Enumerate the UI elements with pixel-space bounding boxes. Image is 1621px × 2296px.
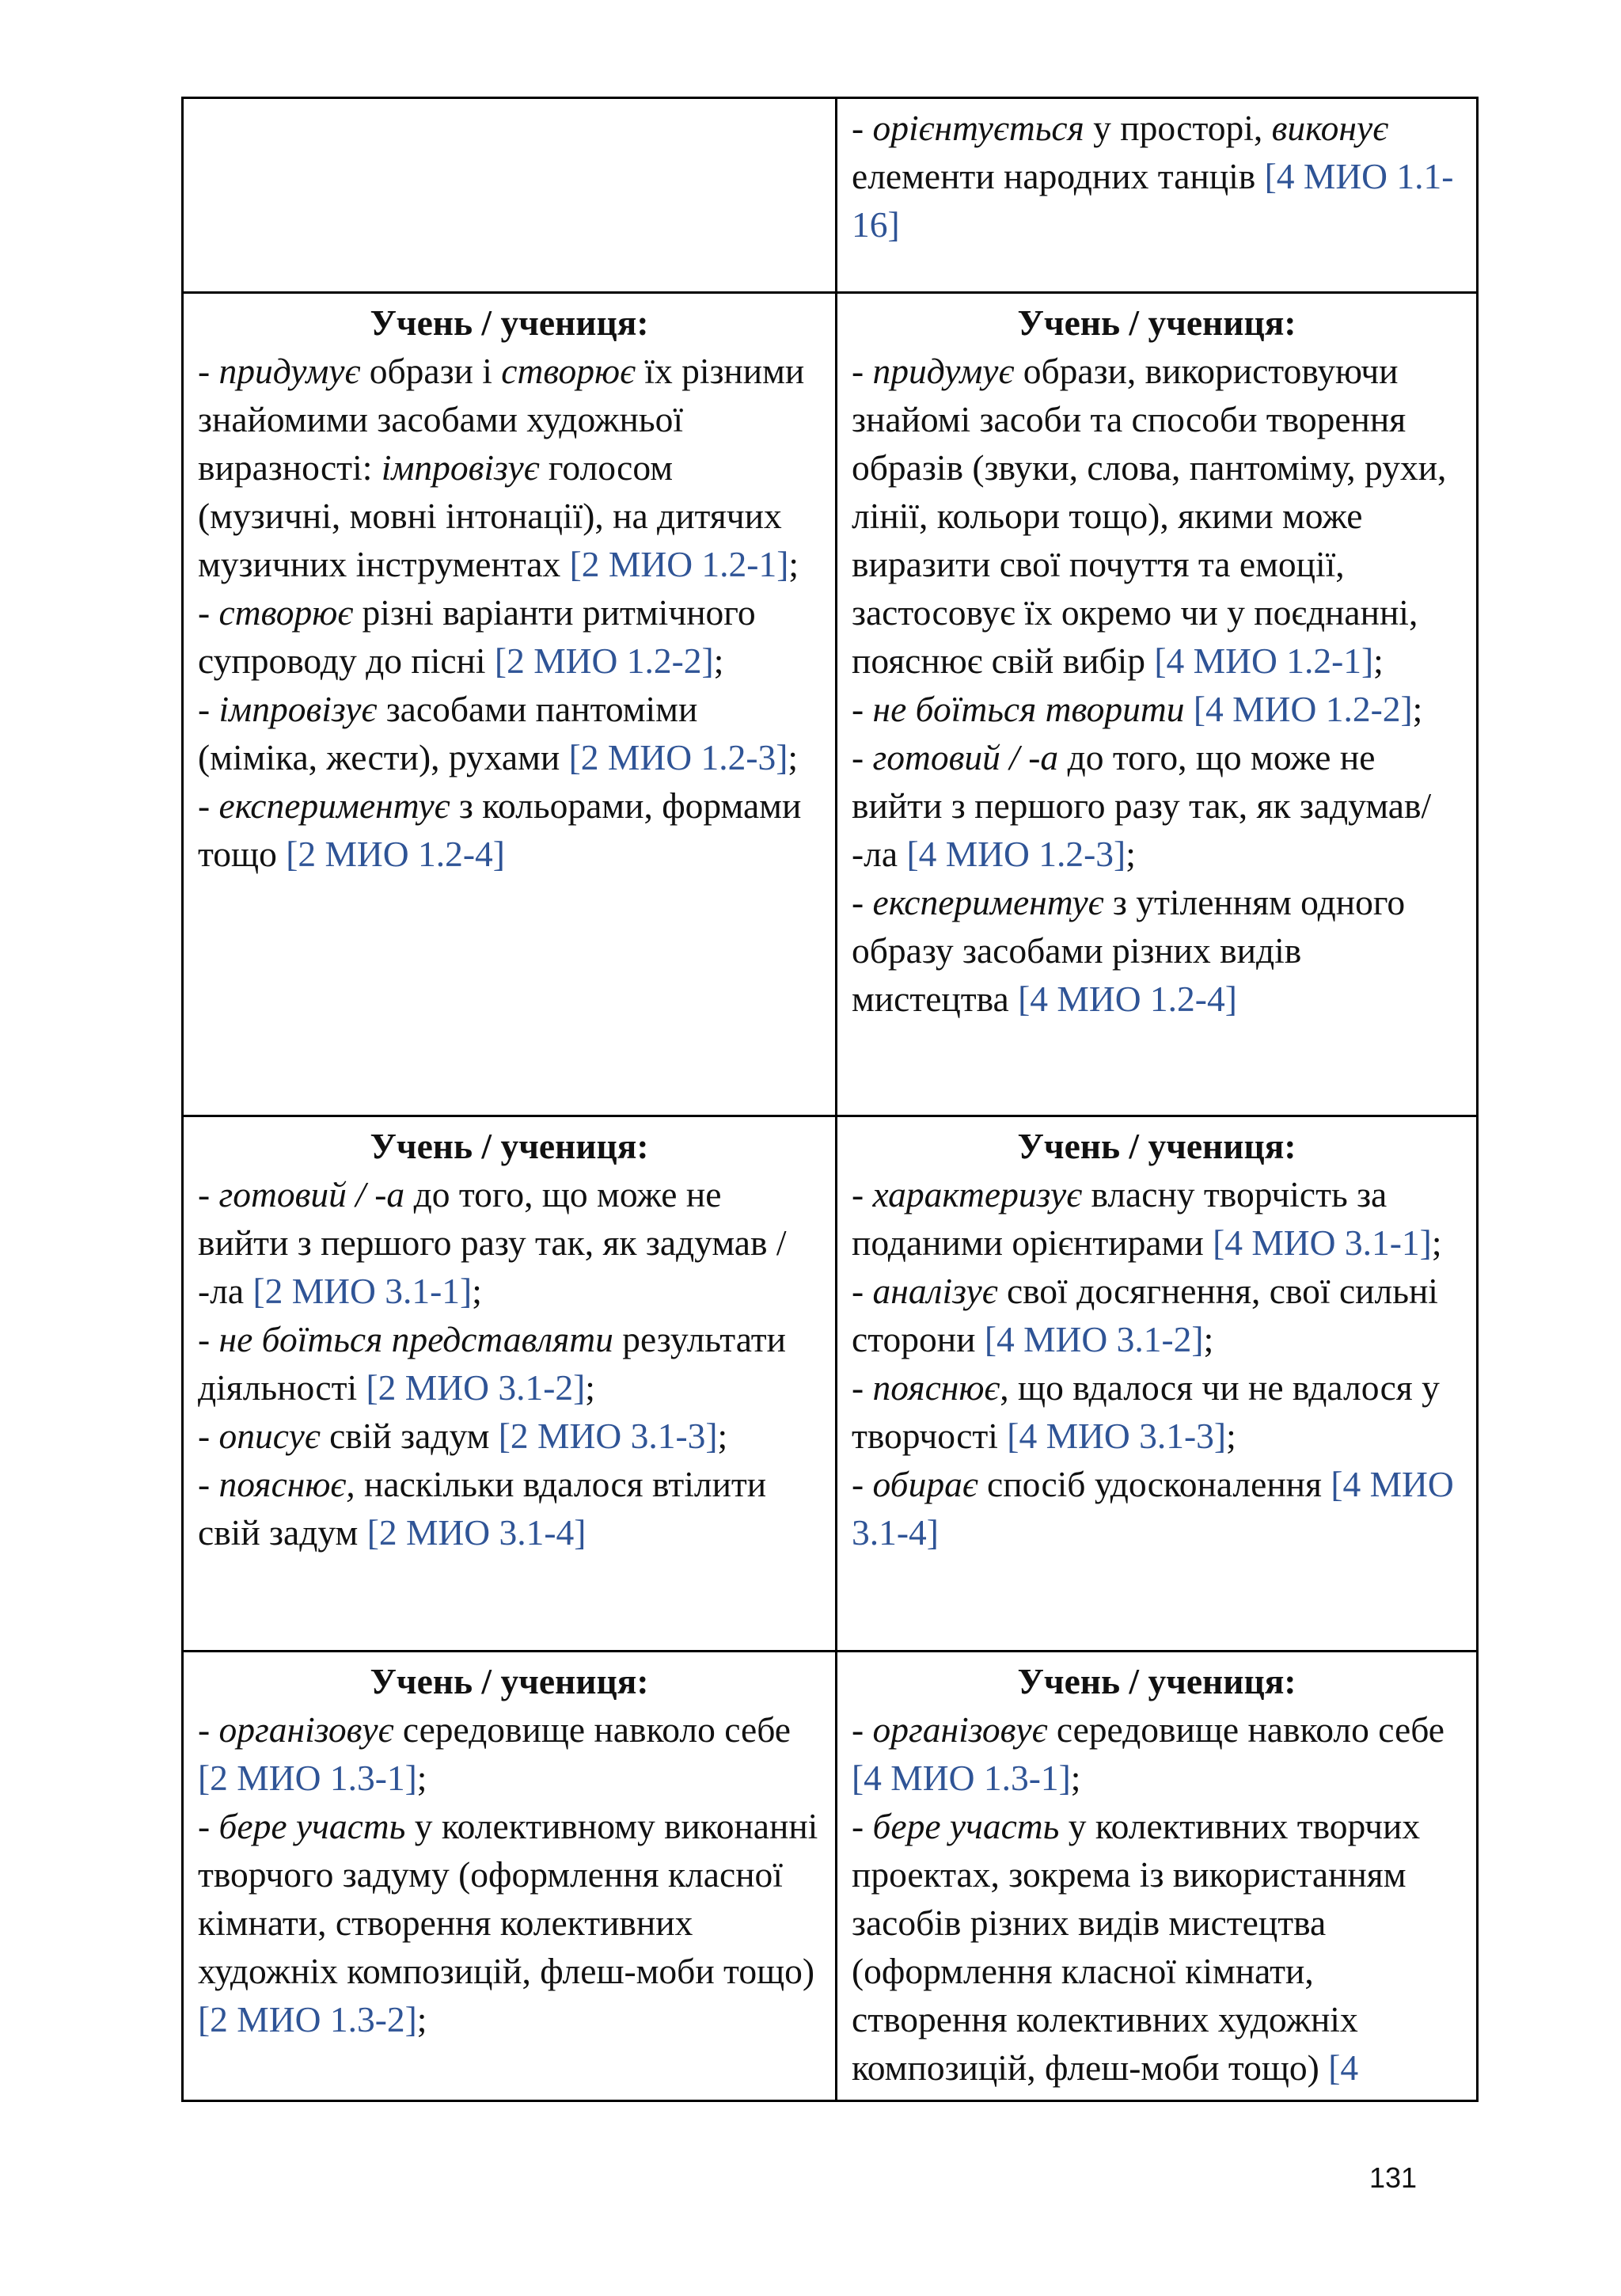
list-item [198, 1705, 821, 1802]
item-text: - [852, 108, 873, 148]
list-item [852, 347, 1462, 685]
cell-title: Учень / учениця: [370, 302, 649, 343]
action-verb: придумує [218, 351, 361, 391]
item-text: - [852, 351, 873, 391]
item-text: різні варіанти ритмічного супроводу до пісні [198, 592, 756, 681]
table-cell-right [837, 98, 1478, 293]
list-item [852, 1802, 1462, 2092]
action-verb: орієнтується [872, 108, 1084, 148]
item-text: ; [1431, 1222, 1442, 1263]
item-text: до того, що може не вийти з першого разу так, як задумав / -ла [198, 1174, 787, 1311]
action-verb: експериментує [872, 882, 1104, 922]
outcome-reference: [4 МИО 1.1-16] [852, 156, 1454, 245]
item-text: голосом (музичні, мовні інтонації), на дитячих музичних інструментах [198, 447, 782, 584]
item-text [1185, 689, 1194, 729]
list-item [852, 1267, 1462, 1363]
outcome-reference: [2 МИО 1.2-2] [494, 641, 714, 681]
list-item [852, 104, 1462, 249]
item-text: наскільки вдалося втілити свій задум [198, 1464, 767, 1553]
item-text: - [852, 882, 873, 922]
action-verb: аналізує [872, 1271, 998, 1311]
action-verb: пояснює, [218, 1464, 355, 1504]
item-text: з утіленням одного образу засобами різних видів мистецтва [852, 882, 1406, 1019]
outcome-reference: [4 МИО 1.2-4] [1018, 979, 1237, 1019]
item-text: ; [788, 544, 799, 584]
item-text: засобами пантоміми (міміка, жести), рухами [198, 689, 698, 777]
outcome-reference: [4 [1328, 2047, 1359, 2088]
table-cell-left [183, 98, 837, 293]
outcome-reference: [4 МИО 1.2-2] [1193, 689, 1413, 729]
item-text: - [198, 1174, 219, 1215]
outcome-reference: [4 МИО 3.1-1] [1213, 1222, 1432, 1263]
list-item [198, 1315, 821, 1412]
item-text: - [198, 785, 219, 826]
outcome-reference: [4 МИО 3.1-4] [852, 1464, 1454, 1553]
item-text: їх різними знайомими засобами художньої виразності: [198, 351, 805, 488]
table-row [183, 98, 1478, 293]
action-verb: імпровізує [218, 689, 378, 729]
list-item [198, 588, 821, 685]
action-verb: характеризує [872, 1174, 1083, 1215]
item-text: ; [1412, 689, 1423, 729]
item-text: середовище навколо себе [1047, 1709, 1444, 1750]
item-text: - [852, 1464, 873, 1504]
item-text: - [852, 1174, 873, 1215]
outcome-reference: [4 МИО 1.3-1] [852, 1758, 1071, 1798]
list-item [852, 1170, 1462, 1267]
item-text: - [852, 1271, 873, 1311]
outcome-reference: [2 МИО 1.2-3] [568, 737, 788, 777]
outcome-reference: [2 МИО 1.2-4] [286, 834, 505, 874]
table-cell-left [183, 1116, 837, 1652]
item-text: елементи народних танців [852, 156, 1265, 196]
item-text: - [198, 1416, 219, 1456]
item-text: у просторі, [1084, 108, 1272, 148]
action-verb: не боїться творити [872, 689, 1185, 729]
action-verb: виконує [1271, 108, 1389, 148]
table-cell-right [837, 1116, 1478, 1652]
item-text: ; [713, 641, 724, 681]
outcome-reference: [4 МИО 1.2-3] [906, 834, 1126, 874]
item-text: ; [1373, 641, 1384, 681]
item-text: - [198, 1806, 219, 1846]
table-cell-right [837, 293, 1478, 1116]
item-text: - [852, 689, 873, 729]
item-text: спосіб удосконалення [978, 1464, 1331, 1504]
action-verb: створює [501, 351, 636, 391]
item-text: - [852, 1709, 873, 1750]
outcome-reference: [2 МИО 1.3-1] [198, 1758, 417, 1798]
action-verb: не боїться представляти [218, 1319, 613, 1359]
item-text: ; [416, 1999, 427, 2039]
action-verb: готовий / -а [218, 1174, 405, 1215]
item-text: ; [1126, 834, 1136, 874]
item-text: образи і [360, 351, 502, 391]
item-text: з кольорами, формами тощо [198, 785, 802, 874]
table-cell-left [183, 293, 837, 1116]
item-text: до того, що може не вийти з першого разу так, як задумав/ -ла [852, 737, 1432, 874]
list-item [852, 878, 1462, 1023]
item-text: ; [717, 1416, 728, 1456]
item-text: - [198, 689, 219, 729]
list-item [198, 781, 821, 878]
outcome-reference: [2 МИО 1.3-2] [198, 1999, 417, 2039]
action-verb: пояснює [872, 1367, 1000, 1408]
action-verb: описує [218, 1416, 321, 1456]
item-text: ; [472, 1271, 482, 1311]
item-text: образи, використовуючи знайомі засоби та способи творення образів (звуки, слова, пантоміму, рухи, лінії, кольори тощо), якими може виразити свої почуття та емоції, застосовує їх окремо чи у поєднанні, пояснює свій вибір [852, 351, 1447, 681]
cell-title: Учень / учениця: [370, 1661, 649, 1701]
action-verb: бере участь [218, 1806, 406, 1846]
list-item [852, 1460, 1462, 1557]
action-verb: створює [218, 592, 354, 633]
list-item [852, 1363, 1462, 1460]
list-item [198, 1412, 821, 1460]
item-text: середовище навколо себе [393, 1709, 791, 1750]
item-text: у колективному виконанні творчого задуму (оформлення класної кімнати, створення колективних художніх композицій, флеш-моби тощо) [198, 1806, 818, 1991]
item-text: - [198, 592, 219, 633]
item-text: - [198, 1709, 219, 1750]
action-verb: придумує [872, 351, 1015, 391]
cell-title: Учень / учениця: [1017, 1661, 1296, 1701]
item-text: ; [1203, 1319, 1214, 1359]
action-verb: експериментує [218, 785, 450, 826]
item-text: власну творчість за поданими орієнтирами [852, 1174, 1388, 1263]
competency-table [181, 97, 1479, 2102]
item-text: ; [585, 1367, 595, 1408]
list-item [198, 1802, 821, 2043]
item-text: - [852, 1806, 873, 1846]
item-text: ; [416, 1758, 427, 1798]
list-item [198, 1170, 821, 1315]
action-verb: організовує [872, 1709, 1048, 1750]
action-verb: імпровізує [381, 447, 540, 488]
item-text: - [198, 351, 219, 391]
item-text: - [198, 1464, 219, 1504]
item-text: ; [1070, 1758, 1081, 1798]
outcome-reference: [4 МИО 1.2-1] [1154, 641, 1374, 681]
item-text: - [852, 737, 873, 777]
list-item [198, 685, 821, 781]
page-number: 131 [1369, 2161, 1418, 2194]
list-item [852, 733, 1462, 878]
outcome-reference: [2 МИО 3.1-1] [252, 1271, 473, 1311]
action-verb: бере участь [872, 1806, 1060, 1846]
item-text: у колективних творчих проектах, зокрема із використанням засобів різних видів мистецтва (оформлення класної кімнати, створення колективних художніх композицій, флеш-моби тощо) [852, 1806, 1421, 2088]
cell-title: Учень / учениця: [1017, 1126, 1296, 1166]
action-verb: організовує [218, 1709, 394, 1750]
action-verb: готовий / -а [872, 737, 1059, 777]
table-row [183, 1652, 1478, 2101]
action-verb: обирає [872, 1464, 978, 1504]
item-text: свій задум [320, 1416, 499, 1456]
item-text: свої досягнення, свої сильні сторони [852, 1271, 1438, 1359]
table-cell-right [837, 1652, 1478, 2101]
item-text: - [852, 1367, 873, 1408]
item-text: , що вдалося чи не вдалося у творчості [852, 1367, 1440, 1456]
outcome-reference: [4 МИО 3.1-3] [1007, 1416, 1227, 1456]
table-row [183, 1116, 1478, 1652]
outcome-reference: [2 МИО 3.1-2] [366, 1367, 586, 1408]
list-item [198, 1460, 821, 1557]
item-text: ; [788, 737, 799, 777]
table-row [183, 293, 1478, 1116]
outcome-reference: [2 МИО 1.2-1] [569, 544, 789, 584]
item-text: - [198, 1319, 219, 1359]
outcome-reference: [4 МИО 3.1-2] [984, 1319, 1204, 1359]
cell-title: Учень / учениця: [370, 1126, 649, 1166]
item-text: ; [1226, 1416, 1236, 1456]
list-item [852, 685, 1462, 733]
outcome-reference: [2 МИО 3.1-3] [498, 1416, 718, 1456]
list-item [198, 347, 821, 588]
cell-title: Учень / учениця: [1017, 302, 1296, 343]
list-item [852, 1705, 1462, 1802]
table-cell-left [183, 1652, 837, 2101]
outcome-reference: [2 МИО 3.1-4] [366, 1512, 587, 1553]
item-text: результати діяльності [198, 1319, 786, 1408]
